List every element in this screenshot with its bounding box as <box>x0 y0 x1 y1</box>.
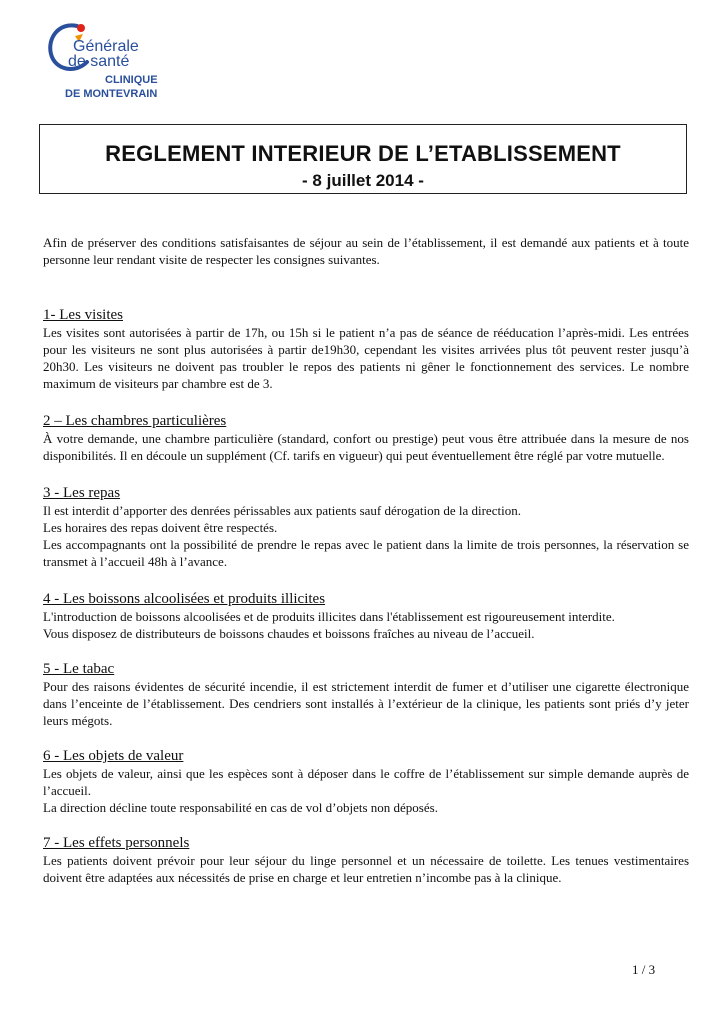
section-effets-personnels <box>43 834 689 886</box>
section-heading: 2 – Les chambres particulières <box>43 413 227 429</box>
logo-clinic-line2: DE MONTEVRAIN <box>65 88 158 100</box>
section-heading: 7 - Les effets personnels <box>43 835 190 851</box>
section-heading: 5 - Le tabac <box>43 661 115 677</box>
section-tabac <box>43 660 689 729</box>
section-chambres <box>43 412 689 464</box>
document-body <box>43 234 689 886</box>
section-repas <box>43 484 689 570</box>
page-number: 1 / 3 <box>632 962 656 977</box>
section-paragraph: Il est interdit d’apporter des denrées périssables aux patients sauf dérogation de la direction. <box>43 503 521 518</box>
section-paragraph: Les patients doivent prévoir pour leur séjour du linge personnel et un nécessaire de toilette. Les tenues vestimentaires doivent être adaptées aux nécessités de prise en charge et leur entretien n’incombe pas à la clinique. <box>43 853 689 885</box>
logo-brand-line2: de santé <box>68 53 130 70</box>
document-title: REGLEMENT INTERIEUR DE L’ETABLISSEMENT <box>105 141 621 166</box>
section-paragraph: À votre demande, une chambre particulière (standard, confort ou prestige) peut vous être attribuée dans la mesure de nos disponibilités. Il en découle un supplément (Cf. tarifs en vigueur) qui peut éventuellement être réglé par votre mutuelle. <box>43 431 689 463</box>
section-paragraph: La direction décline toute responsabilité en cas de vol d’objets non déposés. <box>43 800 438 815</box>
section-heading: 1- Les visites <box>43 307 123 323</box>
section-visites <box>43 306 689 392</box>
section-paragraph: L'introduction de boissons alcoolisées et de produits illicites dans l'établissement est rigoureusement interdite. <box>43 609 615 624</box>
logo-clinic-line1: CLINIQUE <box>105 74 158 86</box>
intro-paragraph: Afin de préserver des conditions satisfaisantes de séjour au sein de l’établissement, il est demandé aux patients et à toute personne leur rendant visite de respecter les consignes suivantes. <box>43 235 689 267</box>
section-heading: 4 - Les boissons alcoolisées et produits illicites <box>43 591 326 607</box>
logo-brand-line1: Générale <box>73 38 139 55</box>
section-paragraph: Pour des raisons évidentes de sécurité incendie, il est strictement interdit de fumer et d’utiliser une cigarette électronique dans l’enceinte de l’établissement. Des cendriers sont installés à l’extérieur de la clinique, les patients sont priés d’y jeter leurs mégots. <box>43 679 689 728</box>
section-boissons <box>43 590 689 642</box>
document-date: - 8 juillet 2014 - <box>302 171 424 190</box>
section-paragraph: Les accompagnants ont la possibilité de prendre le repas avec le patient dans la limite de trois personnes, la réservation se transmet à l’accueil 48h à l’avance. <box>43 537 689 569</box>
section-paragraph: Les horaires des repas doivent être respectés. <box>43 520 278 535</box>
clinic-logo <box>45 18 205 108</box>
section-objets-valeur <box>43 747 689 816</box>
section-heading: 6 - Les objets de valeur <box>43 748 184 764</box>
section-paragraph: Les visites sont autorisées à partir de 17h, ou 15h si le patient n’a pas de séance de rééducation l’après-midi. Les entrées pour les visiteurs ne sont plus autorisées à partir de19h30, cependant les visites arrivées plus tôt peuvent rester jusqu’à 20h30. Les visiteurs ne doivent pas troubler le repos des patients ni gêner le fonctionnement des services. Le nombre maximum de visiteurs par chambre est de 3. <box>43 325 689 391</box>
section-paragraph: Les objets de valeur, ainsi que les espèces sont à déposer dans le coffre de l’établissement sur simple demande auprès de l’accueil. <box>43 766 689 798</box>
section-heading: 3 - Les repas <box>43 485 121 501</box>
section-paragraph: Vous disposez de distributeurs de boissons chaudes et boissons fraîches au niveau de l’accueil. <box>43 626 535 641</box>
title-box <box>39 124 687 194</box>
